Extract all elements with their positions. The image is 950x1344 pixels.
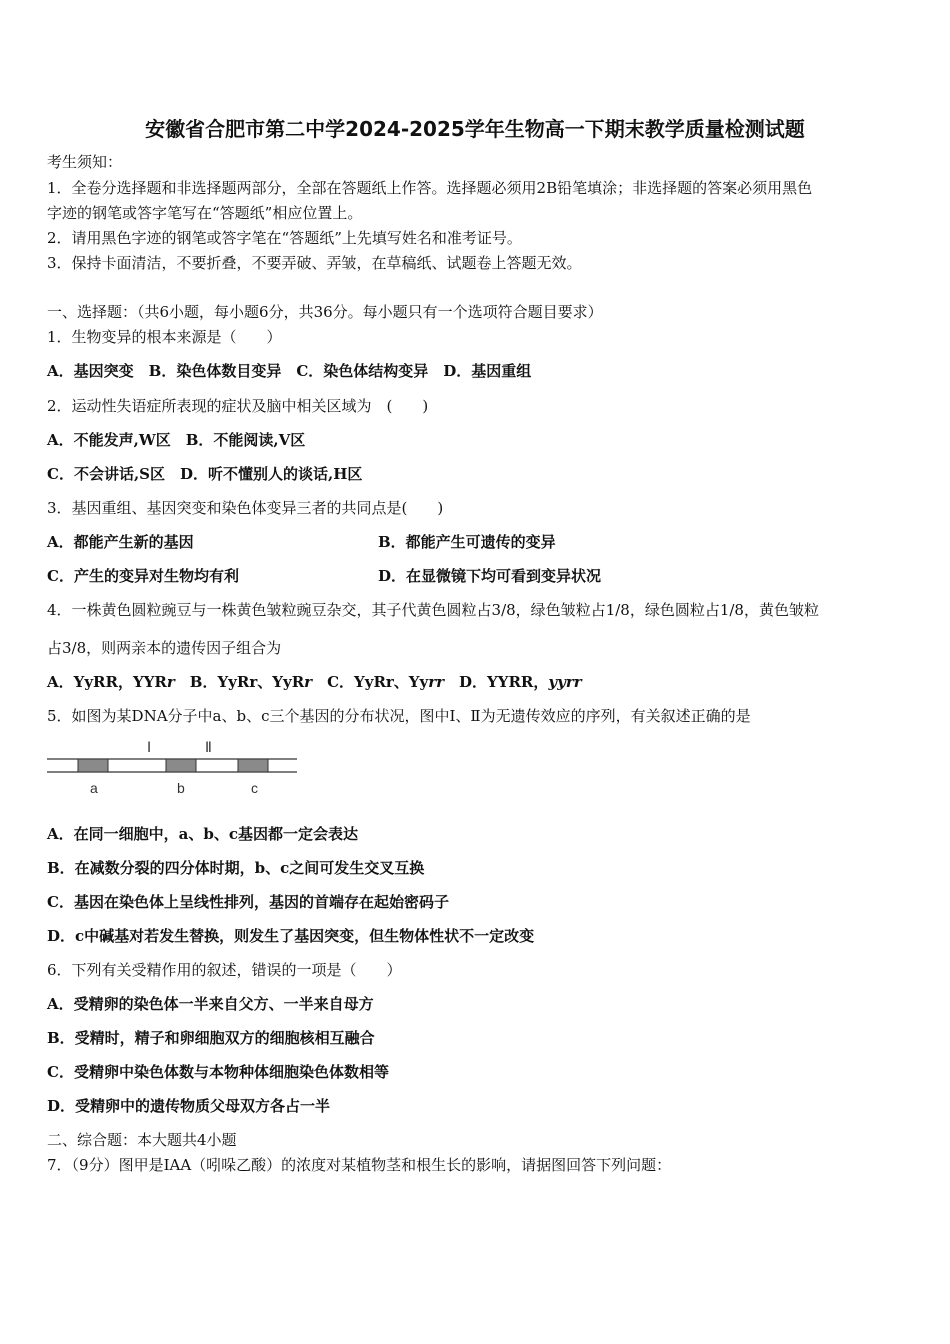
sequence-label-2: Ⅱ xyxy=(205,739,212,755)
q3-option-d: D．在显微镜下均可看到变异状况 xyxy=(378,567,602,585)
section-heading-choice: 一、选择题：（共6小题，每小题6分，共36分。每小题只有一个选项符合题目要求） xyxy=(47,303,603,321)
q4-option-b-italic: r xyxy=(304,673,313,691)
q4-stem-line2: 占3/8，则两亲本的遗传因子组合为 xyxy=(47,639,282,657)
q7-stem: 7．（9分）图甲是IAA（吲哚乙酸）的浓度对某植物茎和根生长的影响，请据图回答下列问题： xyxy=(47,1156,672,1174)
q6-option-c: C．受精卵中染色体数与本物种体细胞染色体数相等 xyxy=(47,1063,389,1081)
gene-label-c: c xyxy=(251,780,258,796)
q5-option-c: C．基因在染色体上呈线性排列，基因的首端存在起始密码子 xyxy=(47,893,449,911)
q4-option-c-italic: rr xyxy=(428,673,445,691)
q5-option-a: A．在同一细胞中，a、b、c基因都一定会表达 xyxy=(47,825,358,843)
q6-option-d: D．受精卵中的遗传物质父母双方各占一半 xyxy=(47,1097,331,1115)
q2-options-cd: C．不会讲话,S区 D．听不懂别人的谈话,H区 xyxy=(47,465,363,483)
notice-heading: 考生须知： xyxy=(47,153,123,171)
q6-option-a: A．受精卵的染色体一半来自父方、一半来自母方 xyxy=(47,995,374,1013)
gene-segment-a xyxy=(78,759,108,772)
q4-option-d: D．YYRR， xyxy=(444,673,549,691)
section-heading-comprehensive: 二、综合题：本大题共4小题 xyxy=(47,1131,237,1149)
q4-options xyxy=(47,672,582,692)
gene-segment-c xyxy=(238,759,268,772)
notice-item-1: 1．全卷分选择题和非选择题两部分，全部在答题纸上作答。选择题必须用2B铅笔填涂；非选择题的答案必须用黑色 xyxy=(47,179,813,197)
q2-options-ab: A．不能发声,W区 B．不能阅读,V区 xyxy=(47,431,306,449)
q3-option-b: B．都能产生可遗传的变异 xyxy=(378,533,556,551)
q4-option-d-italic: yyrr xyxy=(548,673,582,691)
notice-item-2: 2．请用黑色字迹的钢笔或答字笔在“答题纸”上先填写姓名和准考证号。 xyxy=(47,229,522,247)
q2-stem: 2．运动性失语症所表现的症状及脑中相关区域为 ( ) xyxy=(47,397,429,415)
gene-label-a: a xyxy=(90,780,98,796)
q3-stem: 3．基因重组、基因突变和染色体变异三者的共同点是( ) xyxy=(47,499,444,517)
q3-option-a: A．都能产生新的基因 xyxy=(47,533,194,551)
sequence-label-1: Ⅰ xyxy=(147,739,152,755)
q4-option-a-italic: r xyxy=(166,673,175,691)
q4-option-a: A．YyRR，YYR xyxy=(47,673,167,691)
gene-segment-b xyxy=(166,759,196,772)
q1-stem: 1．生物变异的根本来源是（ ） xyxy=(47,328,282,346)
q4-option-c: C．YyRr、Yy xyxy=(312,673,429,691)
q1-options: A．基因突变 B．染色体数目变异 C．染色体结构变异 D．基因重组 xyxy=(47,362,532,380)
q5-option-d: D．c中碱基对若发生替换，则发生了基因突变，但生物体性状不一定改变 xyxy=(47,927,535,945)
notice-item-1-cont: 字迹的钢笔或答字笔写在“答题纸”相应位置上。 xyxy=(47,204,363,222)
q3-option-c: C．产生的变异对生物均有利 xyxy=(47,567,239,585)
q5-option-b: B．在减数分裂的四分体时期，b、c之间可发生交叉互换 xyxy=(47,859,425,877)
dna-gene-diagram xyxy=(47,737,307,799)
page-title: 安徽省合肥市第二中学2024-2025学年生物高一下期末教学质量检测试题 xyxy=(145,117,805,141)
q4-option-b: B．YyRr、YyR xyxy=(174,673,305,691)
q5-stem: 5．如图为某DNA分子中a、b、c三个基因的分布状况，图中Ⅰ、Ⅱ为无遗传效应的序列，有关叙述正确的是 xyxy=(47,707,751,725)
gene-label-b: b xyxy=(177,780,185,796)
notice-item-3: 3．保持卡面清洁，不要折叠，不要弄破、弄皱，在草稿纸、试题卷上答题无效。 xyxy=(47,254,582,272)
q4-stem-line1: 4．一株黄色圆粒豌豆与一株黄色皱粒豌豆杂交，其子代黄色圆粒占3/8，绿色皱粒占1/8，绿色圆粒占1/8，黄色皱粒 xyxy=(47,601,819,619)
q6-option-b: B．受精时，精子和卵细胞双方的细胞核相互融合 xyxy=(47,1029,375,1047)
q6-stem: 6．下列有关受精作用的叙述，错误的一项是（ ） xyxy=(47,961,402,979)
